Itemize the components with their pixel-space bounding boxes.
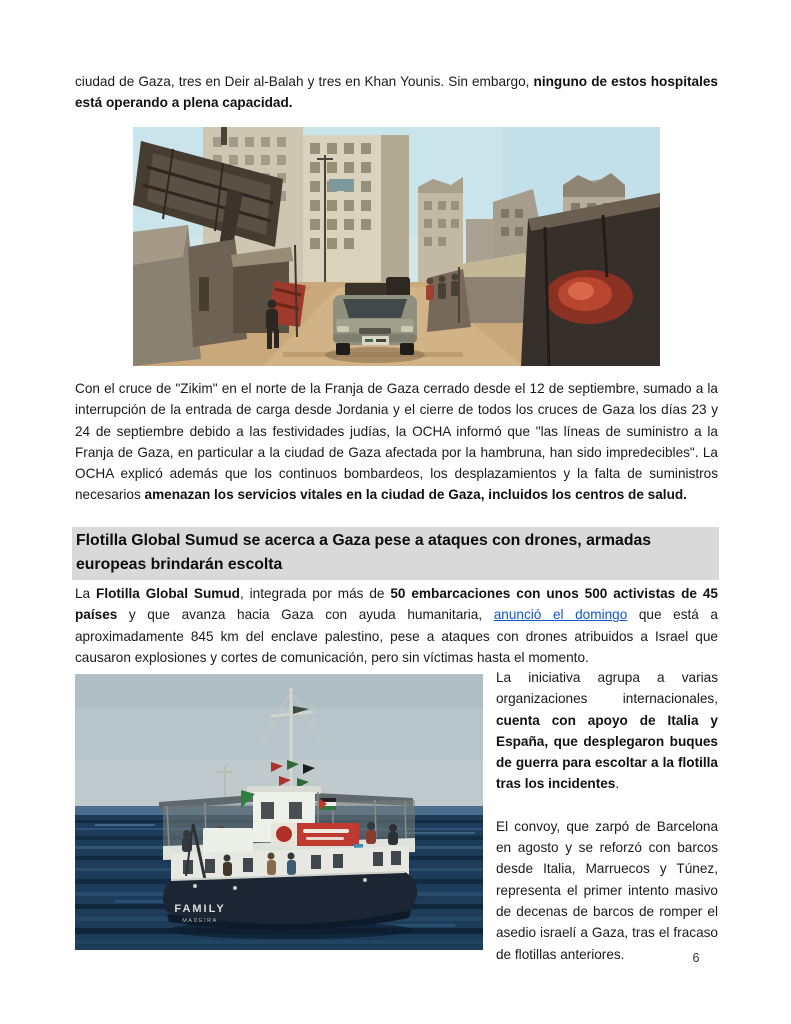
text-run: Con el cruce de "Zikim" en el norte de la Franja de Gaza cerrado desde el 12 de septiembre, sumado a la interrupción de la entrada de carga desde Jordania y el cierre de todos los cruces de Gaza los días 23 y 24 de septiembre debido a las festividades judías, la OCHA informó que "las líneas de suministro a la Franja de Gaza, en particular a la ciudad de Gaza afectada por la hambruna, han sido impredecibles". La OCHA explicó además que los continuos bombardeos, los desplazamientos y la falta de suministros necesarios [75, 381, 718, 503]
text-run: , integrada por más de [239, 586, 391, 601]
paragraph-convoy [496, 816, 718, 965]
gaza-street-illustration [133, 127, 660, 366]
text-run-bold: 50 embarcaciones con unos 500 activistas de 45 países [75, 586, 718, 623]
link-anuncio-domingo[interactable]: anunció el domingo [493, 607, 628, 623]
text-run: y que avanza hacia Gaza con ayuda humanitaria, [117, 607, 494, 623]
boat-port-label: MADEIRA [182, 918, 218, 924]
text-run: ciudad de Gaza, tres en Deir al-Balah y tres en Khan Younis. Sin embargo, [75, 74, 534, 89]
heading-line: Flotilla Global Sumud se acerca a Gaza pese a ataques con drones, armadas [76, 532, 652, 549]
text-run-bold: cuenta con apoyo de Italia y España, que desplegaron buques de guerra para escoltar a la flotilla tras los incidentes [496, 712, 718, 792]
page-number: 6 [692, 951, 700, 965]
paragraph-ocha [75, 378, 718, 506]
text-run: La iniciativa agrupa a varias organizaciones internacionales, [496, 670, 718, 707]
photo-gaza-street [133, 127, 660, 366]
paragraph-iniciativa [496, 667, 718, 795]
text-run: La [75, 586, 97, 601]
paragraph-hospitals [75, 71, 718, 114]
protest-banner [271, 823, 359, 846]
text-run-bold: amenazan los servicios vitales en la ciudad de Gaza, incluidos los centros de salud. [144, 487, 687, 503]
photo-flotilla-family-boat [75, 674, 483, 950]
paragraph-flotilla [75, 583, 718, 668]
heading-line: europeas brindarán escolta [76, 556, 283, 573]
text-run: . [615, 776, 620, 792]
flotilla-boat-illustration [75, 674, 483, 950]
text-run: que está a aproximadamente 845 km del enclave palestino, pese a ataques con drones atribuidos a Israel que causaron explosiones y cortes de comunicación, pero sin víctimas hasta el momento. [75, 607, 718, 665]
text-run: El convoy, que zarpó de Barcelona en agosto y se reforzó con barcos desde Italia, Marruecos y Túnez, representa el primer intento masivo de decenas de barcos de romper el asedio israelí a Gaza, tras el fracaso de flotillas anteriores. [496, 818, 718, 962]
text-run-bold: ninguno de estos hospitales está operando a plena capacidad. [75, 74, 718, 111]
boat-name-label: FAMILY [174, 903, 226, 915]
text-run-bold: Flotilla Global Sumud [96, 586, 240, 601]
section-heading-flotilla [72, 527, 719, 580]
right-column [496, 667, 718, 986]
